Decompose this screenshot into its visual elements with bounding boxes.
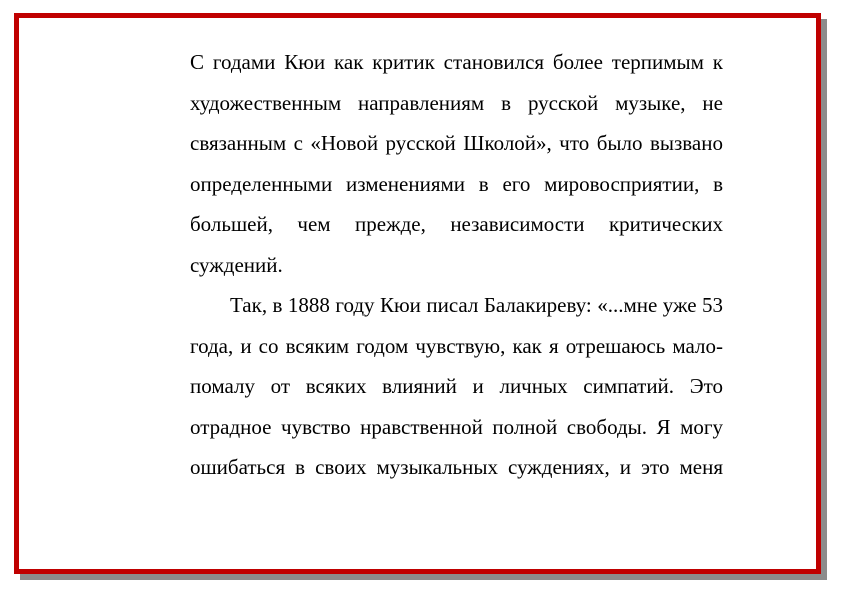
paragraph-2: Так, в 1888 году Кюи писал Балакиреву: «...мне уже 53 года, и со всяким годом чувствую, как я отрешаюсь мало-помалу от всяких влияний и личных симпатий. Это отрадное чувство нравственной полной свободы. Я могу ошибаться в своих музыкальных суждениях, и это меня (190, 293, 723, 479)
text-block (190, 42, 723, 488)
paragraph-1: С годами Кюи как критик становился более терпимым к художественным направлениям в русской музыке, не связанным с «Новой русской Школой», что было вызвано определенными изменениями в его мировосприятии, в большей, чем прежде, независимости критических суждений. (190, 50, 723, 277)
